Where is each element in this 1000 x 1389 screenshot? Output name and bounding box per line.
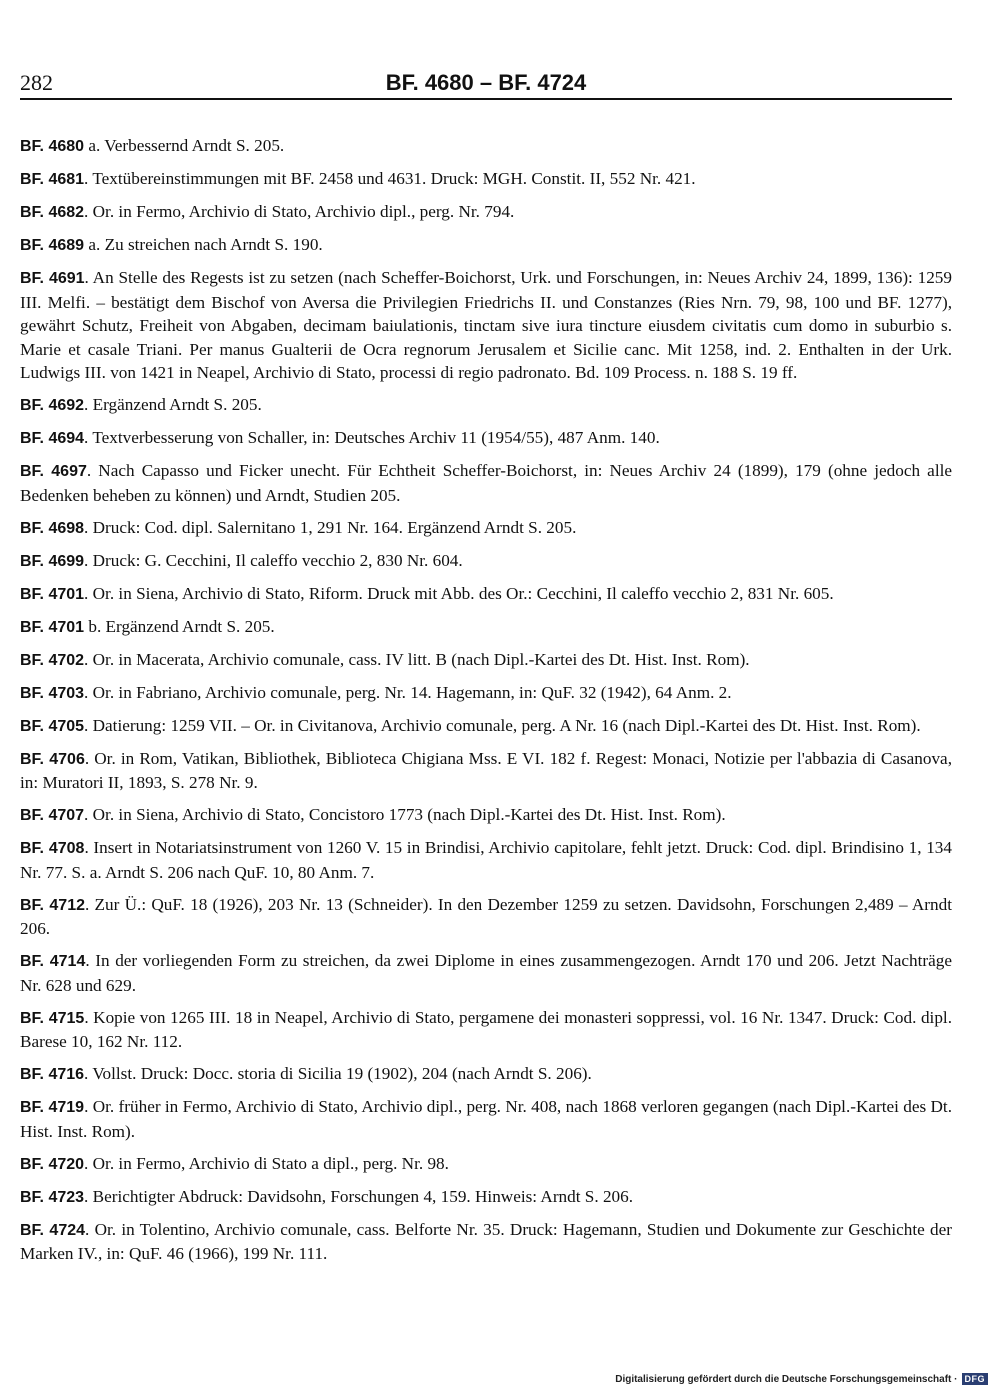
entry-text: . Or. in Siena, Archivio di Stato, Concistoro 1773 (nach Dipl.-Kartei des Dt. Hist. Inst. Rom). [84,805,726,824]
entry-id: BF. 4692 [20,397,85,414]
entry [20,134,952,159]
entry-id: BF. 4691 [20,270,85,287]
page [20,68,952,1274]
entry-id: BF. 4712 [20,896,85,914]
entry-id: BF. 4698 [20,519,85,537]
entry [20,1218,952,1266]
entry [20,1006,952,1054]
entry [20,1095,952,1143]
entry-text: . Or. in Macerata, Archivio comunale, cass. IV litt. B (nach Dipl.-Kartei des Dt. Hist. Inst. Rom). [84,649,750,669]
entry-text: . Datierung: 1259 VII. – Or. in Civitanova, Archivio comunale, perg. A Nr. 16 (nach Dipl.-Kartei des Dt. Hist. Inst. Rom). [84,715,921,735]
entry [20,949,952,997]
entry-id: BF. 4707 [20,807,85,824]
running-head: BF. 4680 – BF. 4724 [385,70,587,95]
entry-id: BF. 4720 [20,1155,85,1173]
entry-text: . Or. in Tolentino, Archivio comunale, cass. Belforte Nr. 35. Druck: Hagemann, Studien und Dokumente zur Geschichte der Marken IV., in: QuF. 46 (1966), 199 Nr. 111. [20,1219,952,1263]
entry-text: . Insert in Notariatsinstrument von 1260 V. 15 in Brindisi, Archivio capitolare, fehlt jetzt. Druck: Cod. dipl. Brindisino 1, 134 Nr. 77. S. a. Arndt S. 206 nach QuF. 10, 80 Anm. 7. [20,838,952,882]
page-number: 282 [20,70,53,95]
entry-id: BF. 4716 [20,1066,85,1083]
entry-id: BF. 4703 [20,684,85,702]
entry-id: BF. 4702 [20,651,85,669]
entry-text: . Or. früher in Fermo, Archivio di Stato, Archivio dipl., perg. Nr. 408, nach 1868 verloren gegangen (nach Dipl.-Kartei des Dt. Hist. Inst. Rom). [20,1097,952,1141]
entry-text: . Vollst. Druck: Docc. storia di Sicilia 19 (1902), 204 (nach Arndt S. 206). [84,1064,592,1083]
entry-id: BF. 4701 [20,585,85,603]
entry-text: . Ergänzend Arndt S. 205. [84,395,262,414]
entry [20,648,952,673]
entry-id: BF. 4697 [20,463,87,480]
entry-id: BF. 4701 [20,618,85,636]
entry-text: . Textverbesserung von Schaller, in: Deutsches Archiv 11 (1954/55), 487 Anm. 140. [84,428,660,447]
entry [20,681,952,706]
entry-text: . Zur Ü.: QuF. 18 (1926), 203 Nr. 13 (Schneider). In den Dezember 1259 zu setzen. Davidsohn, Forschungen 2,489 – Arndt 206. [20,894,952,938]
entry-text: . In der vorliegenden Form zu streichen, da zwei Diplome in eines zusammengezogen. Arndt 170 und 206. Jetzt Nachträge Nr. 628 und 629. [20,951,952,995]
entry-text: . Or. in Fabriano, Archivio comunale, perg. Nr. 14. Hagemann, in: QuF. 32 (1942), 64 Anm. 2. [84,682,732,702]
entry-text: . Or. in Fermo, Archivio di Stato a dipl., perg. Nr. 98. [84,1153,449,1173]
dfg-logo: DFG [962,1373,989,1385]
entry [20,1062,952,1087]
entry-text: . Textübereinstimmungen mit BF. 2458 und 4631. Druck: MGH. Constit. II, 552 Nr. 421. [84,169,696,188]
entry [20,836,952,884]
entry-id: BF. 4719 [20,1099,85,1116]
entry-id: BF. 4723 [20,1188,85,1206]
entry-text: . Or. in Siena, Archivio di Stato, Riform. Druck mit Abb. des Or.: Cecchini, Il caleffo vecchio 2, 831 Nr. 605. [84,583,834,603]
entry-text: . Or. in Fermo, Archivio di Stato, Archivio dipl., perg. Nr. 794. [84,202,515,221]
entry [20,582,952,607]
entry-id: BF. 4706 [20,750,85,768]
entry [20,459,952,507]
entry [20,1152,952,1177]
entry [20,200,952,225]
entry-text: b. Ergänzend Arndt S. 205. [84,616,275,636]
footer-credit [615,1373,988,1385]
footer-credit-text: Digitalisierung gefördert durch die Deutsche Forschungsgemeinschaft · [615,1373,958,1385]
entry-id: BF. 4715 [20,1009,85,1027]
entry-text: . An Stelle des Regests ist zu setzen (nach Scheffer-Boichorst, Urk. und Forschungen, in: Neues Archiv 24, 1899, 136): 1259 III. Melfi. – bestätigt dem Bischof von Aversa die Privilegien Friedrichs II. und Constanzes (Ries Nrn. 79, 98, 100 und BF. 1277), gewährt Schutz, Freiheit von Abgaben, decimam baiulationis, tinctam sive iura tincture eiusdem civitatis cum domo in suburbio s. Marie et casale Triani. Per manus Gualterii de Ocra regnorum Jerusalem et Sicilie canc. Mit 1258, ind. 2. Enthalten in der Urk. Ludwigs III. von 1421 in Neapel, Archivio di Stato, processi di regio padronato. Bd. 109 Process. n. 188 S. 19 ff. [20,268,952,382]
entry-id: BF. 4682 [20,204,85,221]
entry-id: BF. 4689 [20,237,85,254]
entry [20,393,952,418]
entry [20,167,952,192]
entry [20,549,952,574]
entry-id: BF. 4705 [20,717,85,735]
entry [20,516,952,541]
entry-id: BF. 4681 [20,171,85,188]
entry-id: BF. 4724 [20,1221,86,1239]
entry-id: BF. 4714 [20,953,86,970]
entry-text: . Or. in Rom, Vatikan, Bibliothek, Biblioteca Chigiana Mss. E VI. 182 f. Regest: Monaci, Notizie per l'abbazia di Casanova, in: Muratori II, 1893, S. 278 Nr. 9. [20,748,952,792]
entry [20,893,952,941]
entry [20,266,952,385]
entry [20,233,952,258]
entry [20,426,952,451]
entry-list [20,134,952,1266]
entry-text: . Druck: Cod. dipl. Salernitano 1, 291 Nr. 164. Ergänzend Arndt S. 205. [84,517,577,537]
entry-text: a. Verbessernd Arndt S. 205. [84,136,285,155]
entry [20,803,952,828]
entry [20,714,952,739]
entry-id: BF. 4708 [20,840,85,857]
entry-text: . Berichtigter Abdruck: Davidsohn, Forschungen 4, 159. Hinweis: Arndt S. 206. [84,1186,634,1206]
entry-id: BF. 4694 [20,430,85,447]
entry-text: . Nach Capasso und Ficker unecht. Für Echtheit Scheffer-Boichorst, in: Neues Archiv 24 (1899), 179 (ohne jedoch alle Bedenken beheben zu können) und Arndt, Studien 205. [20,461,952,505]
entry [20,1185,952,1210]
entry-text: a. Zu streichen nach Arndt S. 190. [84,235,323,254]
entry-id: BF. 4680 [20,138,85,155]
page-header [20,68,952,100]
entry-text: . Druck: G. Cecchini, Il caleffo vecchio 2, 830 Nr. 604. [84,550,463,570]
entry-text: . Kopie von 1265 III. 18 in Neapel, Archivio di Stato, pergamene dei monasteri soppressi, vol. 16 Nr. 1347. Druck: Cod. dipl. Barese 10, 162 Nr. 112. [20,1007,953,1051]
entry [20,615,952,640]
entry-id: BF. 4699 [20,552,85,570]
entry [20,747,952,795]
